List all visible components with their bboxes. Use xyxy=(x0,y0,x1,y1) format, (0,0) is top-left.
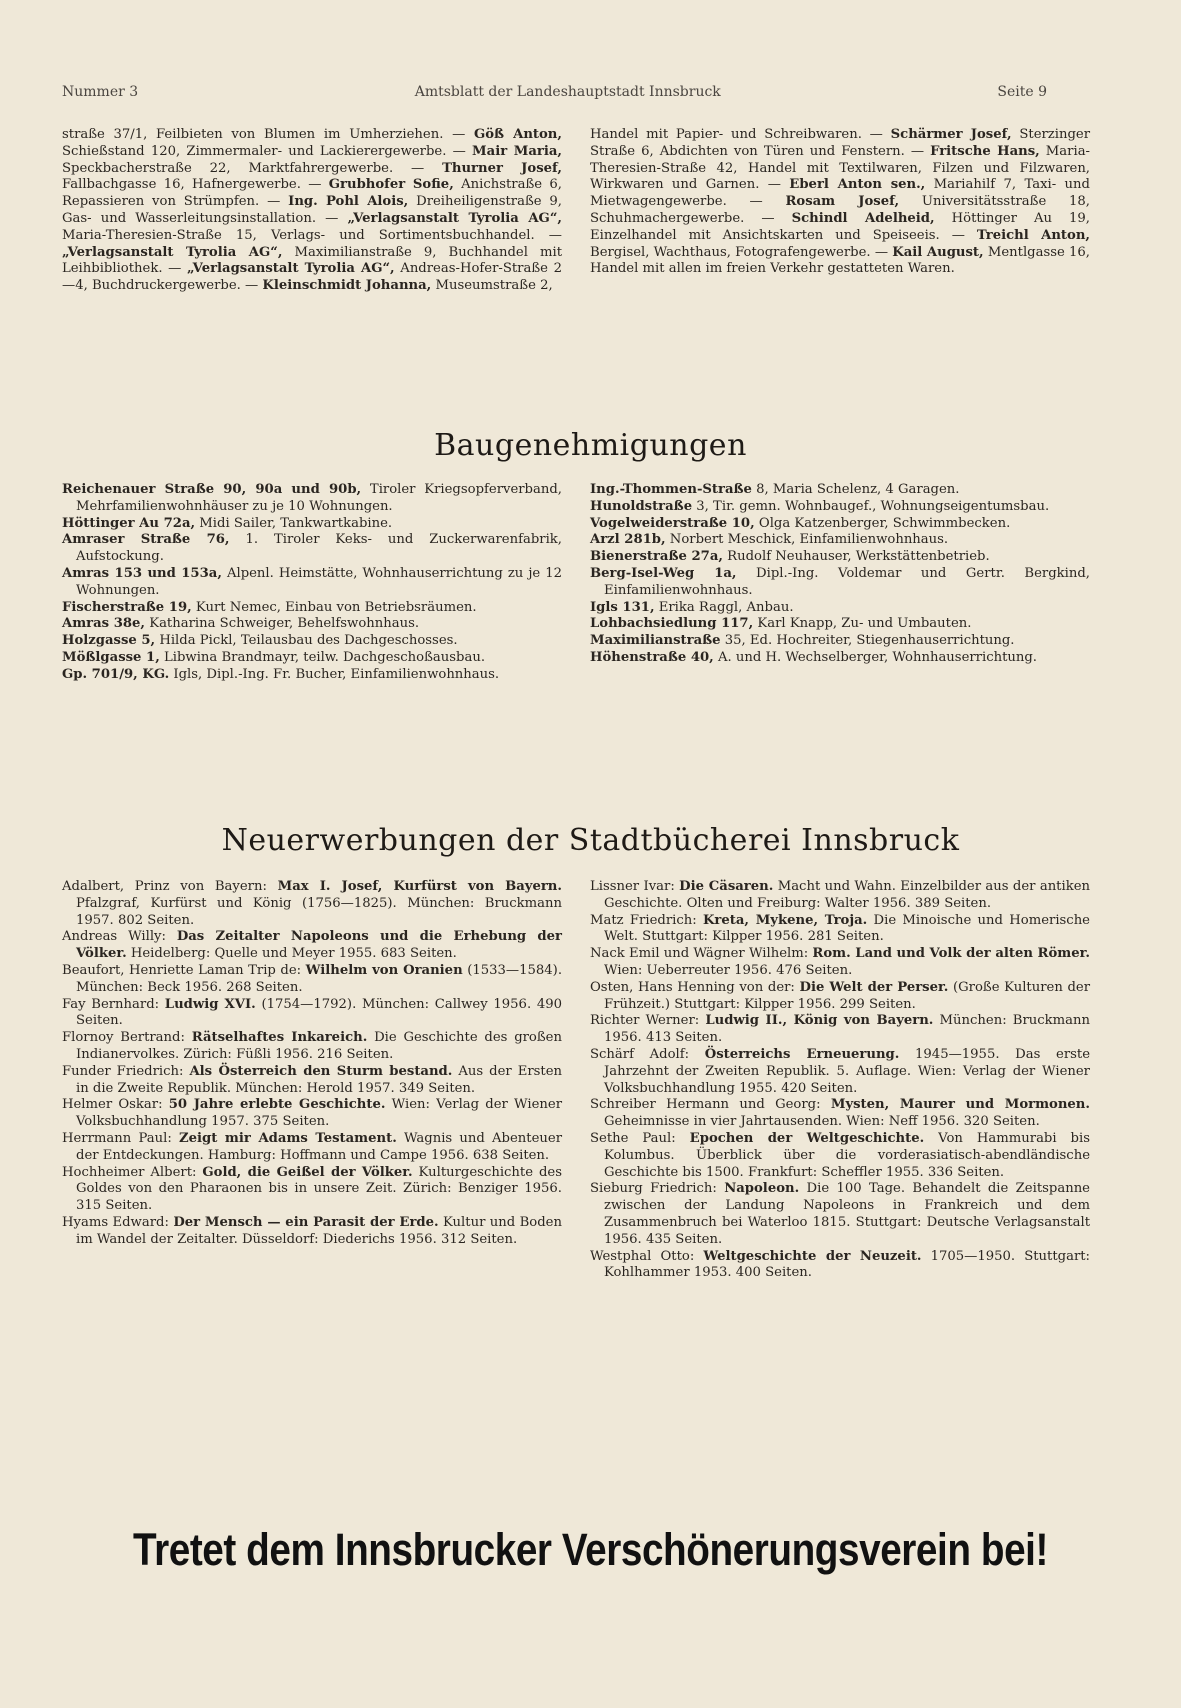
entry-text: Westphal Otto: xyxy=(590,1248,704,1264)
entry-heading: Ing.-Thommen-Straße xyxy=(590,482,752,497)
entry-heading: Rom. Land und Volk der alten Römer. xyxy=(812,946,1090,962)
entry-text: Igls, Dipl.-Ing. Fr. Bucher, Einfamilienwohnhaus. xyxy=(169,666,500,682)
entry xyxy=(590,879,1090,913)
entry xyxy=(590,633,1090,650)
entry-heading: Fischerstraße 19, xyxy=(62,599,192,615)
entry-heading: Hunoldstraße xyxy=(590,498,693,514)
entry-text: straße 37/1, Feilbieten von Blumen im Umherziehen. — xyxy=(62,127,474,142)
entry xyxy=(62,1097,562,1131)
entry-text: 3, Tir. gemn. Wohnbaugef., Wohnungseigentumsbau. xyxy=(692,498,1050,514)
entry-heading: Eberl Anton sen., xyxy=(789,177,926,193)
entry-text: Die 100 Tage. Behandelt die Zeitspanne zwischen der Landung Napoleons in Frankreich und dem Zusammenbruch bei Waterloo 1815. Stuttgart: Deutsche Verlagsanstalt 1956. 435 Seiten. xyxy=(604,1181,1090,1247)
entry-text: 1945—1955. Das erste Jahrzehnt der Zweiten Republik. 5. Auflage. Wien: Verlag der Wiener Volksbuchhandlung 1955. 420 Seiten. xyxy=(604,1046,1090,1096)
entry xyxy=(590,913,1090,947)
entry xyxy=(62,127,562,295)
entry-text: Maria-Theresien-Straße 15, Verlags- und Sortimentsbuchhandel. — xyxy=(62,227,562,243)
building-permits-left-column xyxy=(62,482,562,684)
page-number: Seite 9 xyxy=(997,84,1047,100)
issue-number: Nummer 3 xyxy=(62,84,139,100)
entry-heading: Bienerstraße 27a, xyxy=(590,549,723,565)
entry-text: Dipl.-Ing. Voldemar und Gertr. Bergkind, Einfamilienwohnhaus. xyxy=(604,565,1090,598)
entry xyxy=(590,516,1090,533)
entry-heading: „Verlagsanstalt Tyrolia AG“, xyxy=(187,261,395,277)
library-acquisitions-left-column xyxy=(62,879,562,1249)
entry-text: (1754—1792). München: Callwey 1956. 490 Seiten. xyxy=(76,996,562,1029)
entry-heading: Göß Anton, xyxy=(473,127,562,142)
building-permits-right-column xyxy=(590,482,1090,667)
entry-heading: Höhenstraße 40, xyxy=(590,649,714,665)
entry-text: Bergisel, Wachthaus, Fotografengewerbe. — xyxy=(590,244,893,260)
entry-text: Flornoy Bertrand: xyxy=(62,1030,192,1046)
entry-text: Anichstraße 6, Repassieren von Strümpfen. — xyxy=(62,177,562,210)
entry-text: Hochheimer Albert: xyxy=(62,1164,203,1180)
entry-heading: Wilhelm von Oranien xyxy=(305,962,463,978)
entry xyxy=(590,566,1090,600)
entry xyxy=(62,879,562,929)
entry xyxy=(62,516,562,533)
entry-text: Fallbachgasse 16, Hafnergewerbe. — xyxy=(62,177,329,193)
entry-heading: Thurner Josef, xyxy=(442,160,563,176)
entry-heading: Ludwig XVI. xyxy=(164,996,256,1012)
entry-heading: Rosam Josef, xyxy=(785,194,900,210)
entry-heading: Igls 131, xyxy=(590,599,655,615)
entry-text: Kultur und Boden im Wandel der Zeitalter. Düsseldorf: Diederichs 1956. 312 Seiten. xyxy=(76,1214,562,1247)
entry-text: Beaufort, Henriette Laman Trip de: xyxy=(62,962,306,978)
entry-text: Adalbert, Prinz von Bayern: xyxy=(62,879,278,894)
entry-text: Maximilianstraße 9, Buchhandel mit Leihbibliothek. — xyxy=(62,244,562,277)
entry-heading: Österreichs Erneuerung. xyxy=(704,1046,900,1062)
entry-heading: Rätselhaftes Inkareich. xyxy=(191,1030,368,1046)
entry-text: Sieburg Friedrich: xyxy=(590,1181,725,1197)
entry-heading: 50 Jahre erlebte Geschichte. xyxy=(168,1097,386,1113)
entry-text: Sterzinger Straße 6, Abdichten von Türen und Fenstern. — xyxy=(590,127,1091,159)
entry-heading: Reichenauer Straße 90, 90a und 90b, xyxy=(62,482,362,497)
entry-text: Maria-Theresien-Straße 42, Handel mit Textilwaren, Filzen und Filzwaren, Wirkwaren und Garnen. — xyxy=(590,143,1091,193)
entry-heading: Schindl Adelheid, xyxy=(791,210,935,226)
entry-heading: Als Österreich den Sturm bestand. xyxy=(189,1063,453,1079)
entry xyxy=(590,499,1090,516)
entry-text: Pfalzgraf, Kurfürst und König (1756—1825). München: Bruckmann 1957. 802 Seiten. xyxy=(76,895,562,928)
entry-heading: Amraser Straße 76, xyxy=(62,532,230,548)
entry xyxy=(62,650,562,667)
entry-text: Höttinger Au 19, Einzelhandel mit Ansichtskarten und Speiseeis. — xyxy=(590,210,1090,243)
entry-text: Andreas Willy: xyxy=(62,929,177,945)
entry-text: Geheimnisse in vier Jahrtausenden. Wien: Neff 1956. 320 Seiten. xyxy=(604,1114,1040,1130)
entry xyxy=(590,1181,1090,1248)
entry xyxy=(62,1215,562,1249)
entry-text: Matz Friedrich: xyxy=(590,912,703,928)
entry-heading: Gold, die Geißel der Völker. xyxy=(202,1164,413,1180)
entry-text: Von Hammurabi bis Kolumbus. Überblick über die vorderasiatisch-abendländische Geschichte bis 1500. Frankfurt: Scheffler 1955. 336 Seiten. xyxy=(604,1130,1090,1180)
entry-text: Wien: Verlag der Wiener Volksbuchhandlung 1957. 375 Seiten. xyxy=(76,1097,562,1130)
trade-register-right-column xyxy=(590,127,1090,278)
entry-text: A. und H. Wechselberger, Wohnhauserrichtung. xyxy=(713,649,1038,665)
entry-heading: Lohbachsiedlung 117, xyxy=(590,616,754,632)
baugenehmigungen-heading: Baugenehmigungen xyxy=(434,428,747,463)
entry xyxy=(62,667,562,684)
entry-heading: Fritsche Hans, xyxy=(930,143,1040,159)
entry-text: Dreiheiligenstraße 9, Gas- und Wasserleitungsinstallation. — xyxy=(62,194,562,226)
entry-heading: Holzgasse 5, xyxy=(62,633,156,649)
entry-heading: Mößlgasse 1, xyxy=(62,649,160,665)
entry-text: Aus der Ersten in die Zweite Republik. München: Herold 1957. 349 Seiten. xyxy=(76,1063,562,1096)
entry-heading: Maximilianstraße xyxy=(590,633,721,649)
entry xyxy=(590,980,1090,1014)
entry xyxy=(590,532,1090,549)
entry xyxy=(62,532,562,566)
entry-text: Karl Knapp, Zu- und Umbauten. xyxy=(753,616,972,632)
entry-text: Schießstand 120, Zimmermaler- und Lackierergewerbe. — xyxy=(62,143,473,159)
entry-heading: Grubhofer Sofie, xyxy=(328,177,454,193)
entry-text: Nack Emil und Wägner Wilhelm: xyxy=(590,946,813,962)
entry xyxy=(590,1047,1090,1097)
entry-text: Erika Raggl, Anbau. xyxy=(654,599,794,615)
entry-heading: Der Mensch — ein Parasit der Erde. xyxy=(173,1214,439,1230)
entry-heading: Berg-Isel-Weg 1a, xyxy=(590,565,737,581)
entry-text: Herrmann Paul: xyxy=(62,1130,179,1146)
entry-text: Olga Katzenberger, Schwimmbecken. xyxy=(754,515,1011,531)
entry-text: 8, Maria Schelenz, 4 Garagen. xyxy=(751,482,960,497)
entry-heading: Max I. Josef, Kurfürst von Bayern. xyxy=(277,879,562,894)
entry-heading: Mair Maria, xyxy=(472,143,562,159)
entry-heading: Schärmer Josef, xyxy=(890,127,1012,142)
entry-heading: Arzl 281b, xyxy=(590,532,666,548)
entry-heading: Gp. 701/9, KG. xyxy=(62,666,170,682)
entry-heading: Kail August, xyxy=(892,244,984,260)
entry-text: Hyams Edward: xyxy=(62,1214,174,1230)
entry xyxy=(590,1131,1090,1181)
entry-text: Wagnis und Abenteuer der Entdeckungen. Hamburg: Hoffmann und Campe 1956. 638 Seiten. xyxy=(76,1130,563,1163)
entry-heading: Mysten, Maurer und Mormonen. xyxy=(830,1097,1090,1113)
page-header xyxy=(62,84,1047,100)
entry-heading: Epochen der Weltgeschichte. xyxy=(689,1130,925,1146)
entry-text: München: Bruckmann 1956. 413 Seiten. xyxy=(604,1013,1090,1046)
entry xyxy=(62,1165,562,1215)
entry xyxy=(590,650,1090,667)
entry-text: Richter Werner: xyxy=(590,1013,706,1029)
entry xyxy=(590,127,1090,278)
entry-heading: „Verlagsanstalt Tyrolia AG“, xyxy=(62,244,283,260)
entry xyxy=(590,600,1090,617)
neuerwerbungen-heading: Neuerwerbungen der Stadtbücherei Innsbruck xyxy=(221,823,960,858)
entry-text: Handel mit Papier- und Schreibwaren. — xyxy=(590,127,891,142)
entry-heading: Amras 38e, xyxy=(62,616,146,632)
entry-heading: „Verlagsanstalt Tyrolia AG“, xyxy=(347,210,562,226)
entry-heading: Weltgeschichte der Neuzeit. xyxy=(703,1248,922,1264)
entry-text: Helmer Oskar: xyxy=(62,1097,169,1113)
entry xyxy=(62,997,562,1031)
entry-heading: Die Welt der Perser. xyxy=(799,979,949,995)
entry-heading: Höttinger Au 72a, xyxy=(62,515,196,531)
entry-text: Katharina Schweiger, Behelfswohnhaus. xyxy=(145,616,420,632)
entry xyxy=(590,946,1090,980)
verschoenerungsverein-slogan: Tretet dem Innsbrucker Verschönerungsverein bei! xyxy=(133,1524,1048,1575)
entry-text: Museumstraße 2, xyxy=(431,278,553,294)
trade-register-left-column xyxy=(62,127,562,295)
entry-text: Macht und Wahn. Einzelbilder aus der antiken Geschichte. Olten und Freiburg: Walter 1956. 389 Seiten. xyxy=(604,879,1090,911)
entry-text: Lissner Ivar: xyxy=(590,879,680,894)
entry xyxy=(62,963,562,997)
entry-text: Rudolf Neuhauser, Werkstättenbetrieb. xyxy=(722,549,990,565)
entry xyxy=(62,1064,562,1098)
entry-text: Die Minoische und Homerische Welt. Stuttgart: Kilpper 1956. 281 Seiten. xyxy=(604,912,1090,945)
entry-text: Die Geschichte des großen Indianervolkes. Zürich: Füßli 1956. 216 Seiten. xyxy=(76,1030,562,1062)
entry-text: 1705—1950. Stuttgart: Kohlhammer 1953. 400 Seiten. xyxy=(604,1248,1090,1281)
entry-heading: Kleinschmidt Johanna, xyxy=(262,278,432,294)
entry xyxy=(590,1013,1090,1047)
entry xyxy=(62,566,562,600)
entry-text: Osten, Hans Henning von der: xyxy=(590,979,800,995)
entry-text: Hilda Pickl, Teilausbau des Dachgeschosses. xyxy=(155,633,458,649)
library-acquisitions-right-column xyxy=(590,879,1090,1282)
publication-title: Amtsblatt der Landeshauptstadt Innsbruck xyxy=(414,84,721,100)
entry-text: Libwina Brandmayr, teilw. Dachgeschoßausbau. xyxy=(159,649,486,665)
entry-heading: Die Cäsaren. xyxy=(679,879,774,894)
entry xyxy=(62,616,562,633)
entry-text: Norbert Meschick, Einfamilienwohnhaus. xyxy=(665,532,949,548)
entry-heading: Napoleon. xyxy=(724,1181,800,1197)
entry-text: Midi Sailer, Tankwartkabine. xyxy=(195,515,393,531)
entry-text: Andreas-Hofer-Straße 2—4, Buchdruckergewerbe. — xyxy=(62,261,562,294)
entry xyxy=(62,633,562,650)
entry-text: Mariahilf 7, Taxi- und Mietwagengewerbe. — xyxy=(590,177,1090,210)
entry xyxy=(590,1249,1090,1283)
entry-text: Wien: Ueberreuter 1956. 476 Seiten. xyxy=(604,962,853,978)
entry-text: Universitätsstraße 18, Schuhmachergewerbe. — xyxy=(590,194,1090,226)
entry-text: Tiroler Kriegsopferverband, Mehrfamilienwohnhäuser zu je 10 Wohnungen. xyxy=(76,482,562,514)
entry xyxy=(62,600,562,617)
entry-text: Kurt Nemec, Einbau von Betriebsräumen. xyxy=(191,599,477,615)
entry xyxy=(590,549,1090,566)
entry-text: (Große Kulturen der Frühzeit.) Stuttgart: Kilpper 1956. 299 Seiten. xyxy=(604,979,1091,1012)
entry xyxy=(590,616,1090,633)
entry-heading: Ludwig II., König von Bayern. xyxy=(705,1013,934,1029)
entry-text: Speckbacherstraße 22, Marktfahrergewerbe. — xyxy=(62,160,443,176)
entry-text: Schreiber Hermann und Georg: xyxy=(590,1097,831,1113)
entry xyxy=(590,1097,1090,1131)
entry-text: 1. Tiroler Keks- und Zuckerwarenfabrik, Aufstockung. xyxy=(76,532,562,565)
entry xyxy=(62,1030,562,1064)
entry xyxy=(62,929,562,963)
entry-text: Funder Friedrich: xyxy=(62,1063,190,1079)
entry-text: Fay Bernhard: xyxy=(62,996,165,1012)
entry-heading: Das Zeitalter Napoleons und die Erhebung der Völker. xyxy=(76,929,562,962)
entry-heading: Treichl Anton, xyxy=(976,227,1091,243)
entry xyxy=(62,482,562,516)
entry-text: Sethe Paul: xyxy=(590,1130,690,1146)
entry-text: 35, Ed. Hochreiter, Stiegenhauserrichtung. xyxy=(720,633,1015,649)
entry-text: Mentlgasse 16, Handel mit allen im freien Verkehr gestatteten Waren. xyxy=(590,244,1090,277)
entry-heading: Ing. Pohl Alois, xyxy=(288,194,409,210)
entry-text: (1533—1584). München: Beck 1956. 268 Seiten. xyxy=(76,962,563,995)
entry-text: Alpenl. Heimstätte, Wohnhauserrichtung zu je 12 Wohnungen. xyxy=(76,565,563,598)
entry-text: Schärf Adolf: xyxy=(590,1046,705,1062)
entry-heading: Amras 153 und 153a, xyxy=(62,565,222,581)
entry xyxy=(590,482,1090,499)
entry-heading: Kreta, Mykene, Troja. xyxy=(702,912,868,928)
entry xyxy=(62,1131,562,1165)
entry-text: Heidelberg: Quelle und Meyer 1955. 683 Seiten. xyxy=(126,946,457,962)
entry-heading: Zeigt mir Adams Testament. xyxy=(178,1130,397,1146)
entry-text: Kulturgeschichte des Goldes von den Pharaonen bis in unsere Zeit. Zürich: Benziger 1956. 315 Seiten. xyxy=(76,1164,562,1214)
entry-heading: Vogelweiderstraße 10, xyxy=(590,515,755,531)
